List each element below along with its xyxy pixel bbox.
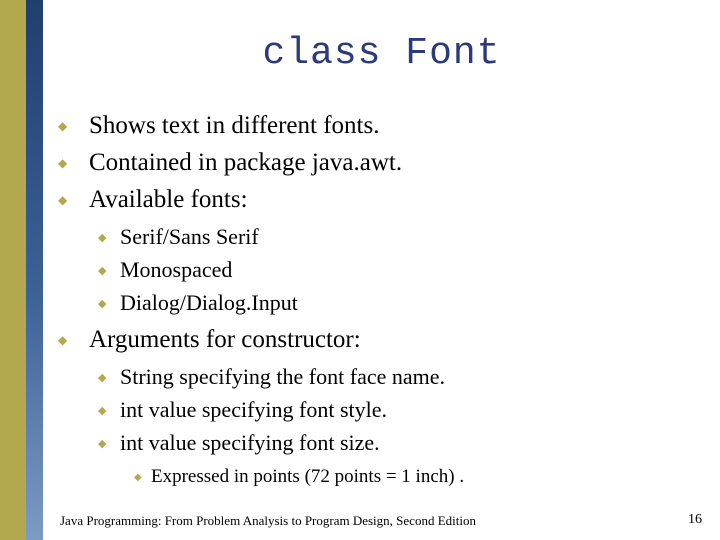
- bullet-item: [58, 326, 361, 354]
- diamond-bullet-icon: ◆: [58, 156, 68, 170]
- diamond-bullet-icon: ◆: [98, 263, 107, 277]
- sub-sub-bullet-item: [134, 466, 464, 488]
- sub-bullet-item: [98, 257, 232, 283]
- sub-bullet-text: int value specifying font style.: [120, 397, 387, 422]
- sub-bullet-text: Serif/Sans Serif: [120, 224, 259, 249]
- bullet-text: Arguments for constructor:: [89, 326, 361, 353]
- sub-bullet-text: Dialog/Dialog.Input: [120, 290, 298, 315]
- footer-text: Java Programming: From Problem Analysis to Program Design, Second Edition: [60, 513, 476, 528]
- sub-bullet-item: [98, 397, 387, 423]
- diamond-bullet-icon: ◆: [58, 119, 68, 133]
- diamond-bullet-icon: ◆: [98, 370, 107, 384]
- sidebar-blue-stripe: [26, 0, 43, 540]
- diamond-bullet-icon: ◆: [98, 436, 107, 450]
- bullet-text: Contained in package java.awt.: [89, 149, 403, 176]
- diamond-bullet-icon: ◆: [58, 333, 68, 347]
- diamond-bullet-icon: ◆: [98, 230, 107, 244]
- page-number: 16: [688, 512, 702, 527]
- bullet-item: [58, 186, 248, 214]
- sidebar-olive-stripe: [0, 0, 26, 540]
- slide-title: class Font: [262, 32, 501, 75]
- sub-bullet-item: [98, 224, 259, 250]
- diamond-bullet-icon: ◆: [98, 296, 107, 310]
- sub-bullet-item: [98, 364, 445, 390]
- bullet-item: [58, 112, 379, 140]
- diamond-bullet-icon: ◆: [98, 403, 107, 417]
- bullet-text: Shows text in different fonts.: [89, 112, 380, 139]
- sub-bullet-text: String specifying the font face name.: [120, 364, 446, 389]
- sub-sub-bullet-text: Expressed in points (72 points = 1 inch) .: [151, 466, 465, 487]
- diamond-bullet-icon: ◆: [134, 471, 142, 483]
- sub-bullet-text: Monospaced: [120, 257, 233, 282]
- sub-bullet-item: [98, 290, 298, 316]
- sub-bullet-text: int value specifying font size.: [120, 430, 380, 455]
- bullet-text: Available fonts:: [89, 186, 248, 213]
- diamond-bullet-icon: ◆: [58, 193, 68, 207]
- sub-bullet-item: [98, 430, 380, 456]
- bullet-item: [58, 149, 402, 177]
